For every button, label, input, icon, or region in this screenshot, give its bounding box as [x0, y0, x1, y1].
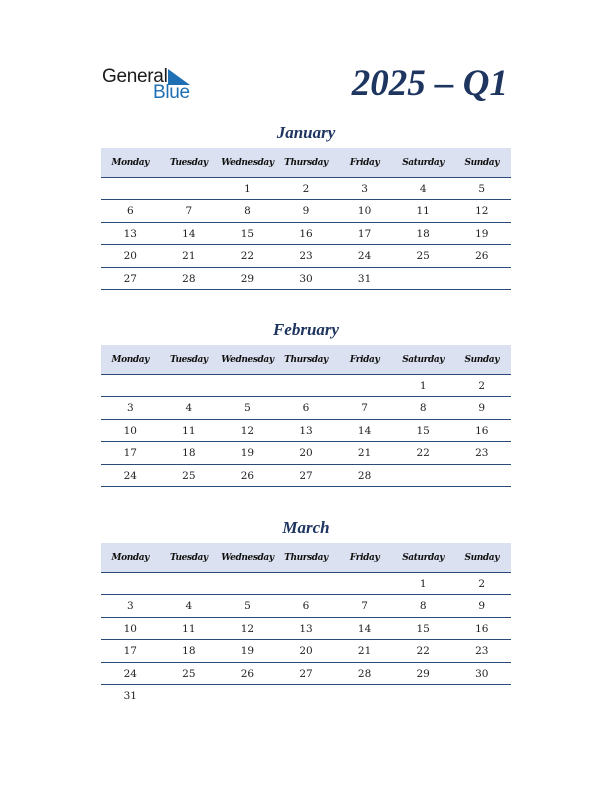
day-cell: 26 [240, 469, 255, 482]
weekday-label: Monday [111, 553, 150, 563]
day-cell [452, 465, 511, 486]
day-cell: 6 [302, 402, 310, 415]
week-row [101, 640, 511, 662]
day-cell: 25 [416, 250, 430, 263]
day-cell: 3 [126, 600, 134, 613]
weekday-label: Monday [111, 355, 150, 365]
day-cell [394, 465, 453, 486]
day-cell: 15 [240, 227, 255, 240]
day-cell: 20 [299, 447, 313, 460]
day-cell [218, 685, 277, 707]
day-cell [335, 573, 394, 594]
day-cell: 7 [361, 600, 368, 613]
day-cell: 24 [357, 250, 372, 263]
day-cell: 19 [240, 645, 255, 658]
day-cell [218, 573, 277, 594]
weekday-label: Thursday [284, 158, 328, 168]
week-row [101, 178, 511, 200]
week-row [101, 397, 511, 419]
day-cell [160, 178, 219, 199]
day-cell: 10 [123, 622, 137, 635]
day-cell: 17 [123, 645, 137, 658]
day-cell: 8 [419, 600, 427, 613]
week-row [101, 245, 511, 267]
day-cell: 31 [123, 689, 137, 702]
day-cell: 5 [244, 402, 251, 415]
day-cell: 22 [240, 250, 255, 263]
day-cell: 7 [361, 402, 368, 415]
weekday-label: Friday [349, 158, 380, 168]
weekday-label: Wednesday [221, 553, 274, 563]
month-calendar-january [101, 124, 511, 290]
weekday-header [101, 148, 511, 178]
day-cell: 19 [240, 447, 255, 460]
weekday-label: Saturday [402, 553, 445, 563]
day-cell: 9 [478, 402, 486, 415]
month-calendar-february [101, 321, 511, 487]
weekday-label: Sunday [464, 158, 500, 168]
day-cell: 3 [361, 183, 368, 195]
day-cell: 18 [182, 645, 196, 658]
day-cell: 20 [123, 250, 137, 263]
week-row [101, 465, 511, 487]
day-cell [394, 268, 453, 289]
day-cell: 21 [357, 447, 372, 460]
day-cell: 31 [357, 272, 372, 285]
day-cell: 30 [299, 272, 313, 285]
day-cell: 14 [357, 622, 372, 635]
day-cell [277, 375, 336, 396]
day-cell: 27 [299, 469, 313, 482]
page-title: 2025 – Q1 [351, 63, 508, 104]
day-cell: 24 [123, 469, 137, 482]
day-cell: 13 [299, 424, 313, 437]
day-cell: 28 [182, 272, 196, 285]
weekday-label: Friday [349, 355, 380, 365]
day-cell: 18 [416, 227, 430, 240]
month-name: January [276, 123, 336, 142]
week-row [101, 375, 511, 397]
day-cell [160, 375, 219, 396]
weekday-label: Tuesday [169, 158, 208, 168]
day-cell: 14 [357, 424, 372, 437]
day-cell: 22 [416, 645, 430, 658]
weekday-label: Wednesday [221, 355, 274, 365]
day-cell: 10 [357, 205, 372, 218]
week-row [101, 268, 511, 290]
day-cell: 25 [182, 469, 196, 482]
day-cell [101, 375, 160, 396]
day-cell: 2 [302, 183, 310, 195]
month-calendar-march [101, 519, 511, 707]
logo-text-blue: Blue [153, 82, 190, 103]
day-cell: 27 [299, 667, 313, 680]
day-cell: 16 [475, 424, 489, 437]
week-row [101, 685, 511, 707]
day-cell: 9 [302, 205, 310, 218]
day-cell: 16 [299, 227, 313, 240]
day-cell [335, 375, 394, 396]
weekday-label: Friday [349, 553, 380, 563]
day-cell [101, 178, 160, 199]
day-cell: 6 [302, 600, 310, 613]
day-cell: 28 [357, 469, 372, 482]
day-cell: 8 [419, 402, 427, 415]
weekday-label: Saturday [402, 355, 445, 365]
day-cell: 12 [475, 205, 489, 218]
day-cell: 18 [182, 447, 196, 460]
week-row [101, 573, 511, 595]
day-cell [218, 375, 277, 396]
day-cell: 22 [416, 447, 430, 460]
weekday-label: Tuesday [169, 355, 208, 365]
day-cell: 14 [182, 227, 196, 240]
day-cell: 5 [244, 600, 251, 613]
day-cell: 5 [478, 183, 486, 195]
day-cell: 20 [299, 645, 313, 658]
day-cell: 30 [475, 667, 489, 680]
day-cell: 6 [126, 205, 134, 218]
day-cell: 17 [357, 227, 372, 240]
day-cell: 16 [475, 622, 489, 635]
week-row [101, 200, 511, 222]
day-cell: 27 [123, 272, 137, 285]
day-cell: 19 [475, 227, 489, 240]
day-cell: 13 [299, 622, 313, 635]
weekday-header [101, 345, 511, 375]
day-cell: 1 [244, 183, 251, 195]
day-cell: 26 [475, 250, 489, 263]
week-row [101, 420, 511, 442]
day-cell: 26 [240, 667, 255, 680]
day-cell: 1 [419, 578, 427, 590]
day-cell: 8 [244, 205, 251, 218]
day-cell [160, 685, 219, 707]
day-cell: 15 [416, 622, 430, 635]
day-cell: 25 [182, 667, 196, 680]
week-row [101, 618, 511, 640]
day-cell: 24 [123, 667, 137, 680]
logo [102, 66, 202, 106]
day-cell: 21 [357, 645, 372, 658]
weekday-header [101, 543, 511, 573]
day-cell: 10 [123, 424, 137, 437]
weekday-label: Thursday [284, 355, 328, 365]
day-cell: 21 [182, 250, 196, 263]
day-cell [452, 685, 511, 707]
day-cell [277, 685, 336, 707]
day-cell [101, 573, 160, 594]
day-cell: 12 [240, 424, 255, 437]
weekday-label: Monday [111, 158, 150, 168]
day-cell: 23 [475, 447, 489, 460]
logo-text-general: General [102, 66, 168, 87]
day-cell: 2 [478, 380, 486, 392]
weekday-label: Tuesday [169, 553, 208, 563]
day-cell: 4 [185, 402, 193, 415]
day-cell: 29 [416, 667, 430, 680]
day-cell: 15 [416, 424, 430, 437]
day-cell [394, 685, 453, 707]
week-row [101, 595, 511, 617]
day-cell: 13 [123, 227, 137, 240]
weekday-label: Sunday [464, 355, 500, 365]
day-cell: 3 [126, 402, 134, 415]
weekday-label: Saturday [402, 158, 445, 168]
day-cell: 17 [123, 447, 137, 460]
day-cell: 23 [475, 645, 489, 658]
weekday-label: Sunday [464, 553, 500, 563]
day-cell: 11 [182, 424, 196, 437]
day-cell: 9 [478, 600, 486, 613]
day-cell [160, 573, 219, 594]
week-row [101, 663, 511, 685]
month-name: March [282, 518, 330, 537]
day-cell [277, 573, 336, 594]
day-cell: 12 [240, 622, 255, 635]
day-cell: 11 [416, 205, 430, 218]
day-cell: 23 [299, 250, 313, 263]
week-row [101, 223, 511, 245]
day-cell: 2 [478, 578, 486, 590]
day-cell: 7 [185, 205, 193, 218]
day-cell: 4 [185, 600, 193, 613]
weekday-label: Thursday [284, 553, 328, 563]
day-cell: 1 [419, 380, 427, 392]
day-cell: 4 [419, 183, 427, 195]
month-name: February [272, 320, 340, 339]
day-cell: 11 [182, 622, 196, 635]
day-cell [335, 685, 394, 707]
day-cell: 29 [240, 272, 255, 285]
weekday-label: Wednesday [221, 158, 274, 168]
day-cell: 28 [357, 667, 372, 680]
day-cell [452, 268, 511, 289]
week-row [101, 442, 511, 464]
